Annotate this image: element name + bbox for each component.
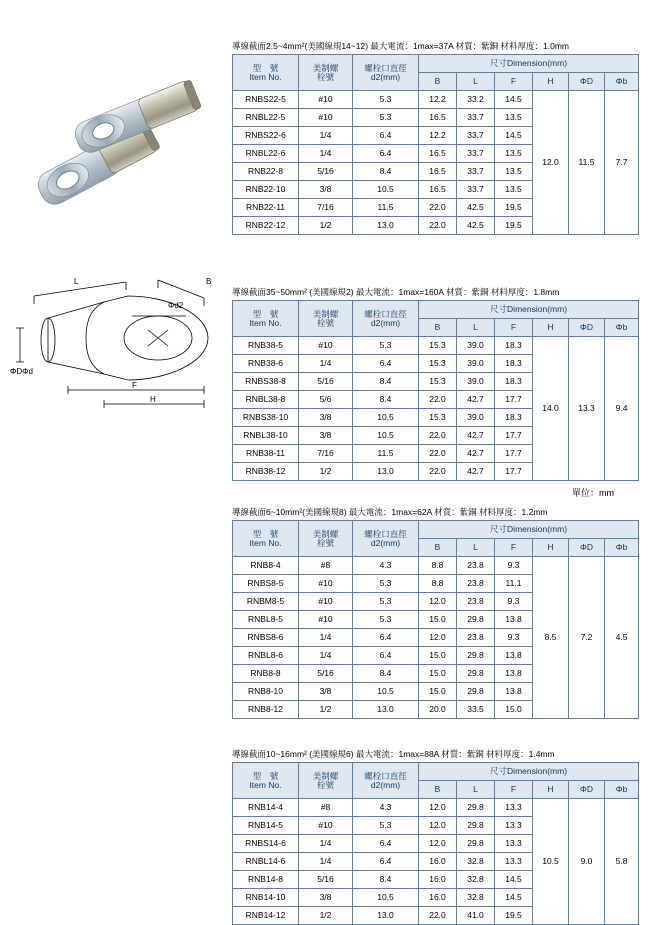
cell-F: 17.7: [495, 463, 533, 481]
cell-screw: 1/4: [299, 647, 353, 665]
cell-screw: #10: [299, 337, 353, 355]
cell-L: 23.8: [457, 593, 495, 611]
table-header-row-1: [233, 521, 639, 539]
cell-F: 13.5: [495, 109, 533, 127]
header-screw-l2: 栓號: [316, 71, 334, 82]
cell-L: 29.8: [457, 611, 495, 629]
cell-screw: 1/2: [299, 907, 353, 925]
cell-L: 29.8: [457, 799, 495, 817]
cell-L: 32.8: [457, 871, 495, 889]
cell-item: RNBL38-8: [233, 391, 299, 409]
cell-B: 12.0: [419, 799, 457, 817]
cell-B: 22.0: [419, 199, 457, 217]
header-item-no-en: Item No.: [249, 537, 282, 548]
cell-d2: 6.4: [353, 647, 419, 665]
header-item-no: [233, 301, 299, 337]
cell-F: 13.8: [495, 683, 533, 701]
header-item-no: [233, 521, 299, 557]
cell-F: 14.5: [495, 871, 533, 889]
cell-B: 15.3: [419, 409, 457, 427]
cell-F: 18.3: [495, 409, 533, 427]
cell-item: RNBS8-6: [233, 629, 299, 647]
header-hole: [353, 763, 419, 799]
cell-B: 15.0: [419, 611, 457, 629]
cell-F: 13.3: [495, 853, 533, 871]
header-F: F: [495, 539, 533, 557]
header-hole-l1: 螺栓口直徑: [364, 308, 407, 319]
cell-d2: 5.3: [353, 109, 419, 127]
cell-screw: 7/16: [299, 445, 353, 463]
header-dimension: 尺寸Dimension(mm): [419, 763, 639, 781]
cell-screw: #10: [299, 91, 353, 109]
caption-rnb14: 導線截面10~16mm² (美國線規6) 最大電流：1max=88A 材質：紫銅 材料厚度：1.4mm: [232, 749, 555, 759]
cell-F: 15.0: [495, 701, 533, 719]
header-b: Φb: [605, 319, 639, 337]
header-hole-l1: 螺栓口直徑: [364, 528, 407, 539]
cell-L: 39.0: [457, 337, 495, 355]
caption-rnb22: 導線截面2.5~4mm²(美國線規14~12) 最大電流：1max=37A 材質：紫銅 材料厚度：1.0mm: [232, 41, 570, 51]
header-H: H: [533, 73, 569, 91]
cell-item: RNB8-8: [233, 665, 299, 683]
cell-B: 12.2: [419, 91, 457, 109]
table-row: [233, 337, 639, 355]
cell-B: 15.3: [419, 355, 457, 373]
header-D: ΦD: [569, 781, 605, 799]
cell-L: 42.7: [457, 391, 495, 409]
cell-item: RNBS38-10: [233, 409, 299, 427]
header-item-no-en: Item No.: [249, 779, 282, 790]
cell-B: 16.5: [419, 145, 457, 163]
cell-L: 42.7: [457, 445, 495, 463]
cell-b: 5.8: [605, 799, 639, 925]
cell-item: RNB38-12: [233, 463, 299, 481]
cell-screw: 1/4: [299, 853, 353, 871]
cell-L: 33.2: [457, 91, 495, 109]
cell-item: RNB8-10: [233, 683, 299, 701]
cell-B: 16.0: [419, 871, 457, 889]
header-hole-l1: 螺栓口直徑: [364, 770, 407, 781]
cell-L: 33.7: [457, 109, 495, 127]
table-header-row-1: [233, 763, 639, 781]
header-screw-l2: 栓號: [316, 779, 334, 790]
cell-L: 42.5: [457, 199, 495, 217]
header-item-no: [233, 763, 299, 799]
cell-screw: #10: [299, 817, 353, 835]
cell-item: RNBS8-5: [233, 575, 299, 593]
cell-screw: #8: [299, 557, 353, 575]
cell-H: 14.0: [533, 337, 569, 481]
cell-F: 19.5: [495, 907, 533, 925]
cell-item: RNB38-6: [233, 355, 299, 373]
cell-F: 13.8: [495, 611, 533, 629]
cell-F: 13.3: [495, 835, 533, 853]
header-item-no-cn: 型 號: [252, 770, 279, 781]
cell-L: 29.8: [457, 647, 495, 665]
cell-d2: 8.4: [353, 391, 419, 409]
cell-screw: #8: [299, 799, 353, 817]
cell-F: 19.5: [495, 199, 533, 217]
cell-screw: 1/2: [299, 217, 353, 235]
header-b: Φb: [605, 539, 639, 557]
cell-F: 13.5: [495, 145, 533, 163]
cell-B: 12.2: [419, 127, 457, 145]
cell-d2: 5.3: [353, 337, 419, 355]
header-hole: [353, 521, 419, 557]
cell-d2: 10.5: [353, 889, 419, 907]
cell-L: 29.8: [457, 817, 495, 835]
cell-item: RNB38-5: [233, 337, 299, 355]
cell-item: RNB38-11: [233, 445, 299, 463]
cell-B: 15.3: [419, 373, 457, 391]
cell-d2: 10.5: [353, 427, 419, 445]
cell-B: 12.0: [419, 593, 457, 611]
cell-B: 22.0: [419, 463, 457, 481]
cell-d2: 13.0: [353, 217, 419, 235]
header-B: B: [419, 73, 457, 91]
cell-L: 39.0: [457, 373, 495, 391]
header-H: H: [533, 319, 569, 337]
cell-d2: 6.4: [353, 127, 419, 145]
cell-L: 39.0: [457, 409, 495, 427]
cell-L: 42.7: [457, 463, 495, 481]
cell-d2: 5.3: [353, 817, 419, 835]
cell-B: 15.0: [419, 647, 457, 665]
cell-screw: 1/4: [299, 145, 353, 163]
header-hole-l2: d2(mm): [370, 779, 401, 790]
header-item-no-cn: 型 號: [252, 308, 279, 319]
cell-L: 29.8: [457, 835, 495, 853]
cell-B: 20.0: [419, 701, 457, 719]
cell-item: RNB14-5: [233, 817, 299, 835]
cell-d2: 5.3: [353, 575, 419, 593]
drawing-label-F: F: [132, 381, 137, 390]
cell-H: 10.5: [533, 799, 569, 925]
cell-screw: 1/4: [299, 629, 353, 647]
table-rnb8: [232, 520, 639, 719]
section-rnb14: [232, 748, 640, 925]
cell-screw: 5/16: [299, 373, 353, 391]
header-dimension: 尺寸Dimension(mm): [419, 301, 639, 319]
section-rnb22: [232, 40, 640, 235]
cell-item: RNB8-4: [233, 557, 299, 575]
cell-L: 39.0: [457, 355, 495, 373]
cell-B: 8.8: [419, 557, 457, 575]
header-F: F: [495, 319, 533, 337]
header-L: L: [457, 781, 495, 799]
cell-B: 12.0: [419, 835, 457, 853]
header-F: F: [495, 781, 533, 799]
table-header-row-1: [233, 55, 639, 73]
cell-item: RNBS14-6: [233, 835, 299, 853]
header-hole-l2: d2(mm): [370, 71, 401, 82]
header-dimension: 尺寸Dimension(mm): [419, 521, 639, 539]
cell-d2: 6.4: [353, 853, 419, 871]
cell-F: 9.3: [495, 557, 533, 575]
header-hole: [353, 55, 419, 91]
cell-B: 22.0: [419, 427, 457, 445]
cell-b: 4.5: [605, 557, 639, 719]
header-screw-l2: 栓號: [316, 537, 334, 548]
cell-screw: 5/6: [299, 391, 353, 409]
cell-d2: 10.5: [353, 683, 419, 701]
drawing-label-L: L: [74, 277, 79, 286]
cell-screw: 3/8: [299, 181, 353, 199]
cell-item: RNB14-12: [233, 907, 299, 925]
product-photo-ring-terminals: [10, 30, 225, 245]
header-screw: [299, 763, 353, 799]
cell-B: 16.5: [419, 109, 457, 127]
cell-L: 23.8: [457, 575, 495, 593]
cell-item: RNB22-10: [233, 181, 299, 199]
cell-d2: 8.4: [353, 163, 419, 181]
cell-B: 16.5: [419, 163, 457, 181]
table-row: [233, 91, 639, 109]
cell-item: RNBS22-5: [233, 91, 299, 109]
cell-F: 17.7: [495, 391, 533, 409]
cell-item: RNBM8-5: [233, 593, 299, 611]
cell-screw: 7/16: [299, 199, 353, 217]
cell-screw: 1/4: [299, 127, 353, 145]
caption-rnb8: 導線截面6~10mm²(美國線規8) 最大電流：1max=62A 材質：紫銅 材料厚度：1.2mm: [232, 507, 548, 517]
table-row: [233, 799, 639, 817]
cell-F: 18.3: [495, 337, 533, 355]
cell-L: 33.7: [457, 163, 495, 181]
cell-d2: 11.5: [353, 445, 419, 463]
header-screw: [299, 301, 353, 337]
cell-d2: 5.3: [353, 593, 419, 611]
cell-screw: #10: [299, 593, 353, 611]
cell-L: 42.7: [457, 427, 495, 445]
header-D: ΦD: [569, 539, 605, 557]
header-hole-l1: 螺栓口直徑: [364, 62, 407, 73]
header-D: ΦD: [569, 319, 605, 337]
cell-screw: 5/16: [299, 163, 353, 181]
header-hole: [353, 301, 419, 337]
cell-b: 9.4: [605, 337, 639, 481]
cell-item: RNBL14-6: [233, 853, 299, 871]
cell-d2: 6.4: [353, 629, 419, 647]
header-screw-l2: 栓號: [316, 317, 334, 328]
cell-F: 14.5: [495, 889, 533, 907]
cell-L: 23.8: [457, 557, 495, 575]
cell-item: RNBL22-5: [233, 109, 299, 127]
cell-d2: 13.0: [353, 701, 419, 719]
table-header-row-1: [233, 301, 639, 319]
header-dimension: 尺寸Dimension(mm): [419, 55, 639, 73]
header-screw-l1: 美制螺: [312, 62, 339, 73]
drawing-label-B: B: [206, 277, 212, 286]
header-B: B: [419, 781, 457, 799]
header-item-no-en: Item No.: [249, 71, 282, 82]
cell-L: 23.8: [457, 629, 495, 647]
cell-d2: 8.4: [353, 665, 419, 683]
cell-B: 15.0: [419, 665, 457, 683]
header-B: B: [419, 319, 457, 337]
cell-d2: 8.4: [353, 373, 419, 391]
cell-item: RNBL38-10: [233, 427, 299, 445]
header-L: L: [457, 73, 495, 91]
table-rnb38: [232, 300, 639, 481]
unit-note: 單位：mm: [572, 488, 614, 498]
cell-D: 9.0: [569, 799, 605, 925]
cell-F: 14.5: [495, 127, 533, 145]
cell-F: 19.5: [495, 217, 533, 235]
cell-d2: 10.5: [353, 181, 419, 199]
cell-L: 33.7: [457, 127, 495, 145]
header-L: L: [457, 539, 495, 557]
drawing-label-d2: Φd2: [168, 301, 184, 310]
cell-screw: #10: [299, 109, 353, 127]
header-L: L: [457, 319, 495, 337]
cell-H: 12.0: [533, 91, 569, 235]
cell-F: 17.7: [495, 427, 533, 445]
cell-B: 15.3: [419, 337, 457, 355]
cell-F: 13.8: [495, 665, 533, 683]
cell-d2: 6.4: [353, 835, 419, 853]
header-D: ΦD: [569, 73, 605, 91]
section-rnb38: [232, 286, 640, 481]
cell-B: 12.0: [419, 817, 457, 835]
cell-F: 17.7: [495, 445, 533, 463]
cell-L: 41.0: [457, 907, 495, 925]
cell-F: 9.3: [495, 629, 533, 647]
cell-item: RNB14-8: [233, 871, 299, 889]
header-screw: [299, 521, 353, 557]
cell-screw: 3/8: [299, 889, 353, 907]
cell-item: RNBL22-6: [233, 145, 299, 163]
cell-F: 18.3: [495, 355, 533, 373]
cell-B: 16.0: [419, 853, 457, 871]
cell-D: 7.2: [569, 557, 605, 719]
cell-screw: 5/16: [299, 665, 353, 683]
cell-screw: 1/2: [299, 463, 353, 481]
cell-F: 9.3: [495, 593, 533, 611]
cell-screw: 3/8: [299, 409, 353, 427]
cell-b: 7.7: [605, 91, 639, 235]
cell-L: 42.5: [457, 217, 495, 235]
table-rnb22: [232, 54, 639, 235]
cell-L: 33.5: [457, 701, 495, 719]
drawing-label-Dd: ΦDΦd: [10, 367, 33, 376]
cell-screw: 5/16: [299, 871, 353, 889]
cell-d2: 11.5: [353, 199, 419, 217]
cell-screw: #10: [299, 575, 353, 593]
header-F: F: [495, 73, 533, 91]
cell-B: 8.8: [419, 575, 457, 593]
cell-d2: 10.5: [353, 409, 419, 427]
header-item-no-en: Item No.: [249, 317, 282, 328]
cell-item: RNBL8-6: [233, 647, 299, 665]
header-b: Φb: [605, 73, 639, 91]
cell-F: 13.5: [495, 163, 533, 181]
cell-B: 16.5: [419, 181, 457, 199]
dimension-line-drawing: [8, 258, 233, 418]
cell-d2: 13.0: [353, 463, 419, 481]
caption-rnb38: 導線截面35~50mm² (美國線規2) 最大電流：1max=160A 材質：紫銅 材料厚度：1.8mm: [232, 287, 560, 297]
cell-item: RNBS22-6: [233, 127, 299, 145]
cell-B: 22.0: [419, 391, 457, 409]
cell-d2: 5.3: [353, 611, 419, 629]
cell-D: 11.5: [569, 91, 605, 235]
cell-H: 8.5: [533, 557, 569, 719]
cell-F: 13.8: [495, 647, 533, 665]
cell-d2: 5.3: [353, 91, 419, 109]
cell-F: 11.1: [495, 575, 533, 593]
header-H: H: [533, 539, 569, 557]
cell-D: 13.3: [569, 337, 605, 481]
cell-L: 32.8: [457, 853, 495, 871]
header-b: Φb: [605, 781, 639, 799]
cell-L: 32.8: [457, 889, 495, 907]
cell-item: RNB14-10: [233, 889, 299, 907]
cell-B: 22.0: [419, 445, 457, 463]
cell-item: RNB22-12: [233, 217, 299, 235]
cell-item: RNB22-11: [233, 199, 299, 217]
cell-F: 14.5: [495, 91, 533, 109]
cell-B: 22.0: [419, 907, 457, 925]
cell-d2: 4.3: [353, 557, 419, 575]
header-screw-l1: 美制螺: [312, 528, 339, 539]
table-row: [233, 557, 639, 575]
cell-screw: 1/4: [299, 835, 353, 853]
cell-item: RNBL8-5: [233, 611, 299, 629]
cell-item: RNB14-4: [233, 799, 299, 817]
cell-item: RNB8-12: [233, 701, 299, 719]
cell-d2: 6.4: [353, 355, 419, 373]
cell-item: RNBS38-8: [233, 373, 299, 391]
cell-d2: 8.4: [353, 871, 419, 889]
cell-L: 33.7: [457, 181, 495, 199]
cell-F: 13.5: [495, 181, 533, 199]
cell-L: 33.7: [457, 145, 495, 163]
cell-d2: 6.4: [353, 145, 419, 163]
cell-screw: 3/8: [299, 683, 353, 701]
cell-B: 16.0: [419, 889, 457, 907]
header-item-no-cn: 型 號: [252, 62, 279, 73]
header-screw: [299, 55, 353, 91]
cell-screw: #10: [299, 611, 353, 629]
cell-L: 29.8: [457, 683, 495, 701]
cell-d2: 13.0: [353, 907, 419, 925]
cell-F: 18.3: [495, 373, 533, 391]
header-item-no-cn: 型 號: [252, 528, 279, 539]
cell-screw: 1/2: [299, 701, 353, 719]
section-rnb8: [232, 506, 640, 719]
cell-F: 13.3: [495, 817, 533, 835]
cell-F: 13.3: [495, 799, 533, 817]
header-B: B: [419, 539, 457, 557]
drawing-label-H: H: [150, 395, 156, 404]
header-hole-l2: d2(mm): [370, 537, 401, 548]
table-rnb14: [232, 762, 639, 925]
cell-B: 12.0: [419, 629, 457, 647]
cell-B: 15.0: [419, 683, 457, 701]
cell-item: RNB22-8: [233, 163, 299, 181]
cell-screw: 1/4: [299, 355, 353, 373]
header-screw-l1: 美制螺: [312, 308, 339, 319]
cell-d2: 4.3: [353, 799, 419, 817]
cell-L: 29.8: [457, 665, 495, 683]
header-screw-l1: 美制螺: [312, 770, 339, 781]
header-hole-l2: d2(mm): [370, 317, 401, 328]
header-H: H: [533, 781, 569, 799]
cell-B: 22.0: [419, 217, 457, 235]
header-item-no: [233, 55, 299, 91]
cell-screw: 3/8: [299, 427, 353, 445]
